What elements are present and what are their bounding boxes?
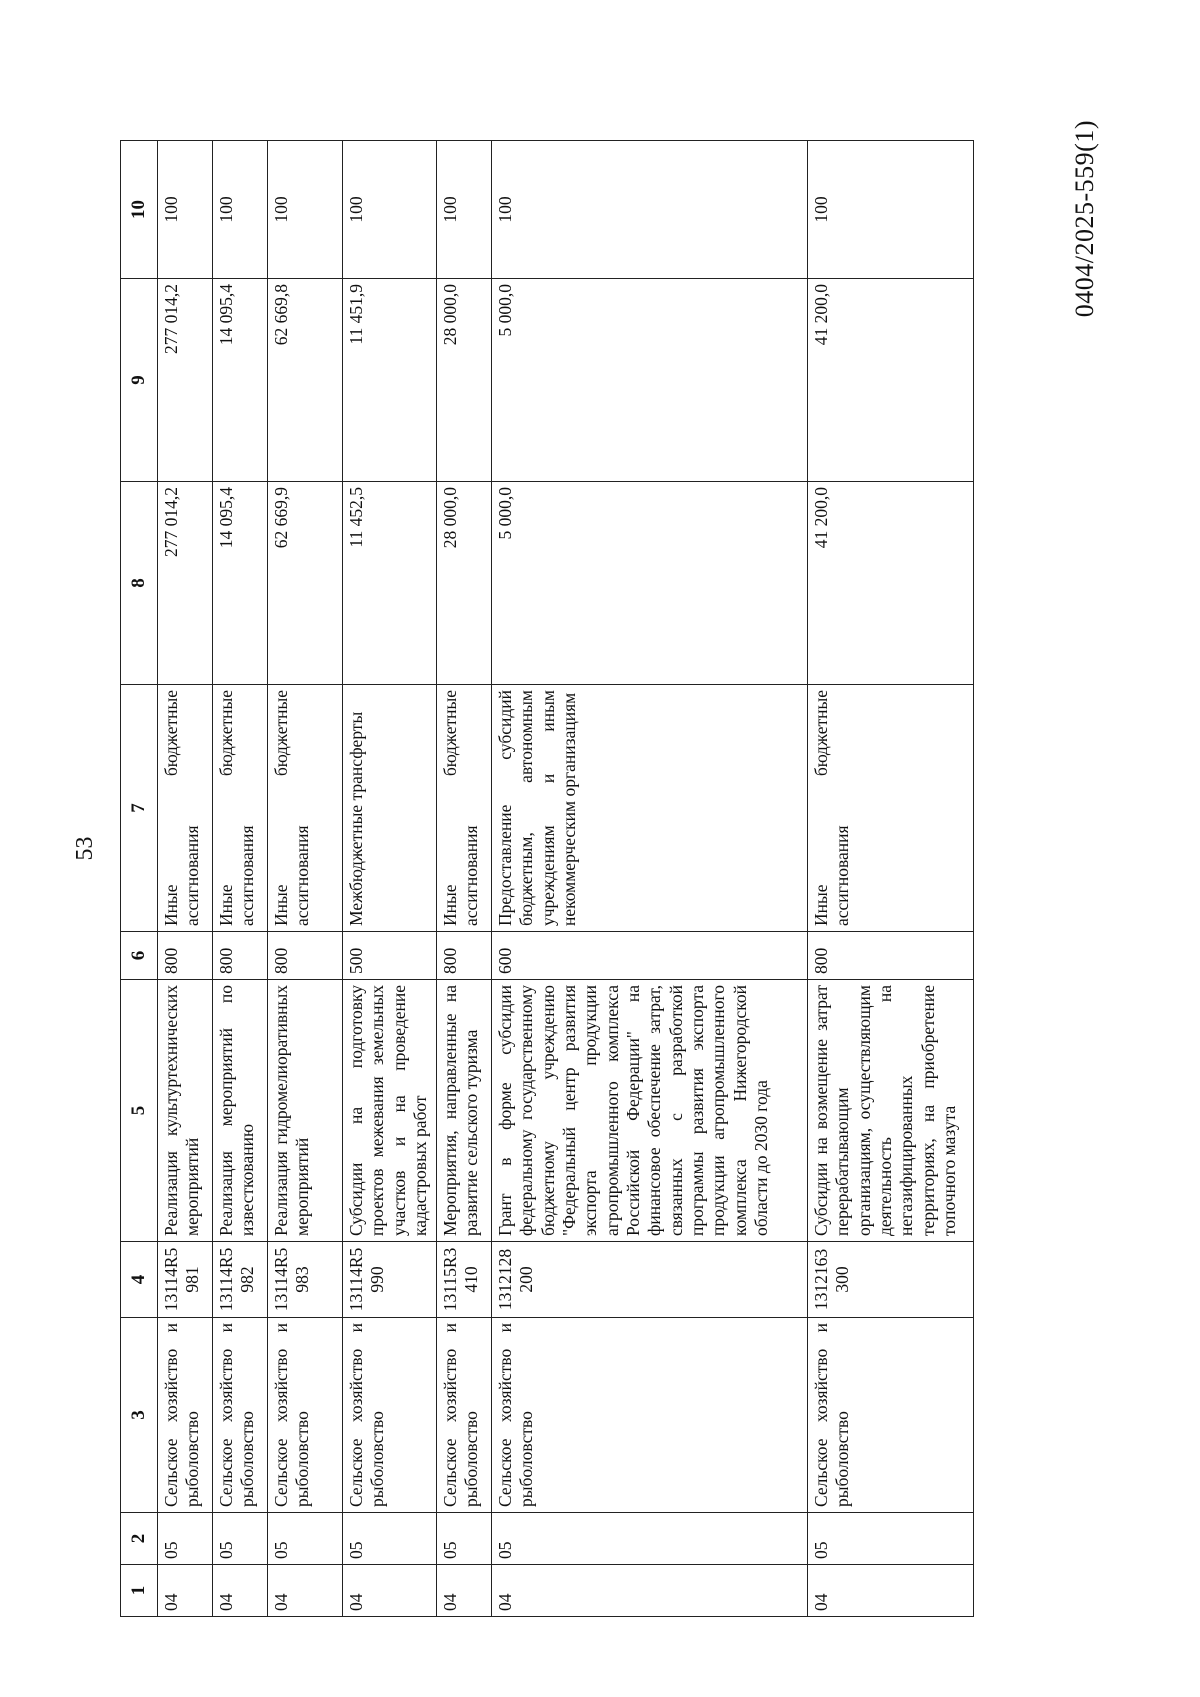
cell-expense-type: Иные бюджетные ассигнования bbox=[808, 685, 974, 932]
cell-planned: 62 669,9 bbox=[268, 482, 343, 685]
cell-section-name: Сельское хозяйство и рыболовство bbox=[268, 1318, 343, 1513]
table-row bbox=[158, 141, 213, 1617]
col-header: 5 bbox=[121, 980, 158, 1242]
cell-percent: 100 bbox=[268, 141, 343, 279]
document-code: 0404/2025-559(1) bbox=[1070, 120, 1099, 318]
table-row bbox=[437, 141, 492, 1617]
cell-planned: 5 000,0 bbox=[492, 482, 808, 685]
cell-planned: 41 200,0 bbox=[808, 482, 974, 685]
cell-percent: 100 bbox=[808, 141, 974, 279]
cell-percent: 100 bbox=[213, 141, 268, 279]
page-number: 53 bbox=[72, 836, 98, 861]
cell-percent: 100 bbox=[158, 141, 213, 279]
cell-expense-code: 500 bbox=[343, 932, 437, 980]
cell-expense-type: Межбюджетные трансферты bbox=[343, 685, 437, 932]
col-header: 6 bbox=[121, 932, 158, 980]
cell-description: Реализация культуртехнических мероприятий bbox=[158, 980, 213, 1242]
cell-expense-code: 800 bbox=[268, 932, 343, 980]
cell-expense-code: 600 bbox=[492, 932, 808, 980]
cell-target-code: 1312128 200 bbox=[492, 1242, 808, 1318]
cell-target-code: 13114R5 982 bbox=[213, 1242, 268, 1318]
col-header: 4 bbox=[121, 1242, 158, 1318]
cell-section-name: Сельское хозяйство и рыболовство bbox=[808, 1318, 974, 1513]
cell-section: 04 bbox=[343, 1565, 437, 1617]
budget-table bbox=[120, 140, 974, 1617]
cell-expense-type: Иные бюджетные ассигнования bbox=[268, 685, 343, 932]
cell-target-code: 1312163 300 bbox=[808, 1242, 974, 1318]
cell-description: Субсидии на возмещение затрат перерабатывающим организациям, осуществляющим деятельность на негазифицированных территориях, на приобретение топочного мазута bbox=[808, 980, 974, 1242]
cell-description: Реализация гидромелиоративных мероприятий bbox=[268, 980, 343, 1242]
cell-subsection: 05 bbox=[213, 1513, 268, 1565]
col-header: 7 bbox=[121, 685, 158, 932]
cell-planned: 28 000,0 bbox=[437, 482, 492, 685]
cell-planned: 277 014,2 bbox=[158, 482, 213, 685]
col-header: 3 bbox=[121, 1318, 158, 1513]
cell-description: Субсидии на подготовку проектов межевания земельных участков и на проведение кадастровых работ bbox=[343, 980, 437, 1242]
cell-expense-type: Предоставление субсидий бюджетным, автономным учреждениям и иным некоммерческим организациям bbox=[492, 685, 808, 932]
cell-percent: 100 bbox=[343, 141, 437, 279]
cell-description: Грант в форме субсидии федеральному государственному бюджетному учреждению "Федеральный центр развития экспорта продукции агропромышленного комплекса Российской Федерации" на финансовое обеспечение затрат, связанных с разработкой программы развития экспорта продукции агропромышленного комплекса Нижегородской области до 2030 года bbox=[492, 980, 808, 1242]
cell-expense-code: 800 bbox=[158, 932, 213, 980]
cell-percent: 100 bbox=[492, 141, 808, 279]
cell-expense-code: 800 bbox=[213, 932, 268, 980]
header-row bbox=[121, 141, 158, 1617]
cell-section-name: Сельское хозяйство и рыболовство bbox=[158, 1318, 213, 1513]
cell-expense-type: Иные бюджетные ассигнования bbox=[213, 685, 268, 932]
col-header: 1 bbox=[121, 1565, 158, 1617]
cell-subsection: 05 bbox=[437, 1513, 492, 1565]
cell-description: Реализация мероприятий по известкованию bbox=[213, 980, 268, 1242]
table-row bbox=[268, 141, 343, 1617]
cell-section-name: Сельское хозяйство и рыболовство bbox=[213, 1318, 268, 1513]
cell-subsection: 05 bbox=[343, 1513, 437, 1565]
cell-expense-type: Иные бюджетные ассигнования bbox=[437, 685, 492, 932]
cell-target-code: 13114R5 981 bbox=[158, 1242, 213, 1318]
cell-expense-code: 800 bbox=[437, 932, 492, 980]
cell-section: 04 bbox=[213, 1565, 268, 1617]
cell-executed: 41 200,0 bbox=[808, 279, 974, 482]
cell-expense-type: Иные бюджетные ассигнования bbox=[158, 685, 213, 932]
cell-percent: 100 bbox=[437, 141, 492, 279]
cell-executed: 5 000,0 bbox=[492, 279, 808, 482]
table-row bbox=[808, 141, 974, 1617]
col-header: 2 bbox=[121, 1513, 158, 1565]
cell-subsection: 05 bbox=[492, 1513, 808, 1565]
cell-subsection: 05 bbox=[158, 1513, 213, 1565]
cell-section-name: Сельское хозяйство и рыболовство bbox=[343, 1318, 437, 1513]
table-row bbox=[343, 141, 437, 1617]
cell-section: 04 bbox=[492, 1565, 808, 1617]
cell-executed: 277 014,2 bbox=[158, 279, 213, 482]
col-header: 9 bbox=[121, 279, 158, 482]
cell-section: 04 bbox=[808, 1565, 974, 1617]
col-header: 8 bbox=[121, 482, 158, 685]
cell-planned: 11 452,5 bbox=[343, 482, 437, 685]
cell-subsection: 05 bbox=[268, 1513, 343, 1565]
cell-target-code: 13114R5 990 bbox=[343, 1242, 437, 1318]
cell-section: 04 bbox=[268, 1565, 343, 1617]
cell-section: 04 bbox=[437, 1565, 492, 1617]
cell-subsection: 05 bbox=[808, 1513, 974, 1565]
cell-planned: 14 095,4 bbox=[213, 482, 268, 685]
cell-section-name: Сельское хозяйство и рыболовство bbox=[437, 1318, 492, 1513]
cell-executed: 28 000,0 bbox=[437, 279, 492, 482]
cell-section-name: Сельское хозяйство и рыболовство bbox=[492, 1318, 808, 1513]
cell-target-code: 13114R5 983 bbox=[268, 1242, 343, 1318]
cell-executed: 14 095,4 bbox=[213, 279, 268, 482]
cell-target-code: 13115R3 410 bbox=[437, 1242, 492, 1318]
table-row bbox=[492, 141, 808, 1617]
cell-executed: 11 451,9 bbox=[343, 279, 437, 482]
cell-section: 04 bbox=[158, 1565, 213, 1617]
col-header: 10 bbox=[121, 141, 158, 279]
table-row bbox=[213, 141, 268, 1617]
cell-expense-code: 800 bbox=[808, 932, 974, 980]
cell-description: Мероприятия, направленные на развитие сельского туризма bbox=[437, 980, 492, 1242]
cell-executed: 62 669,8 bbox=[268, 279, 343, 482]
